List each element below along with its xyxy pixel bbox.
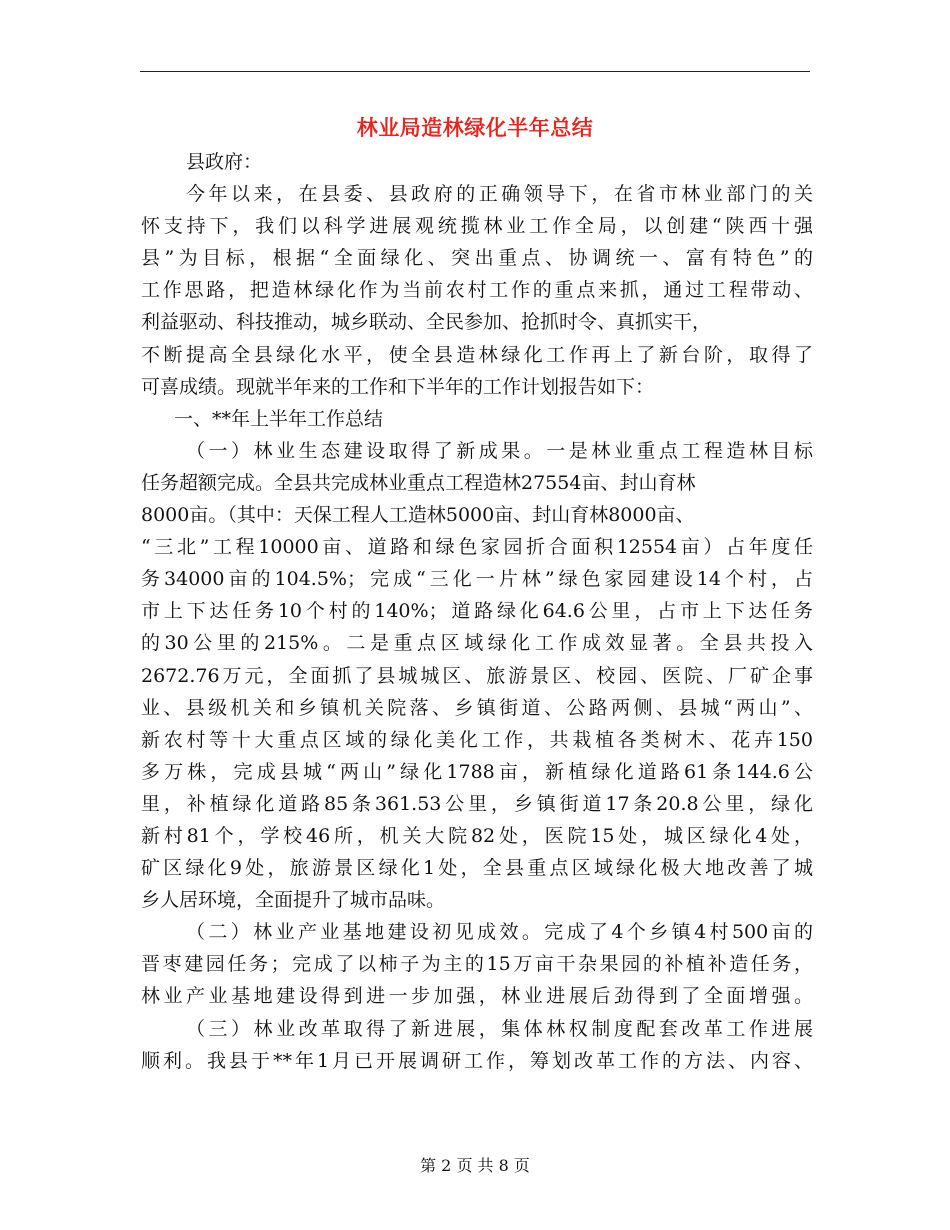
body-line: 新村81个，学校46所，机关大院82处，医院15处，城区绿化4处， [141, 824, 813, 847]
section-heading: 一、**年上半年工作总结 [174, 407, 384, 430]
body-line: 乡人居环境，全面提升了城市品味。 [141, 889, 446, 912]
body-line: 里，补植绿化道路85条361.53公里，乡镇街道17条20.8公里，绿化 [141, 792, 813, 815]
body-line: （二）林业产业基地建设初见成效。完成了4个乡镇4村500亩的 [186, 921, 813, 944]
body-line: 工作思路，把造林绿化作为当前农村工作的重点来抓，通过工程带动、 [141, 279, 813, 302]
body-line: 顺利。我县于**年1月已开展调研工作，筹划改革工作的方法、内容、 [141, 1049, 813, 1072]
body-line: （三）林业改革取得了新进展，集体林权制度配套改革工作进展 [186, 1017, 813, 1040]
document-body [141, 146, 813, 1077]
body-line: 县”为目标，根据“全面绿化、突出重点、协调统一、富有特色”的 [141, 247, 813, 270]
body-line: “三北”工程10000亩、道路和绿色家园折合面积12554亩）占年度任 [141, 536, 813, 559]
body-line: 8000亩。（其中：天保工程人工造林5000亩、封山育林8000亩、 [141, 504, 695, 527]
body-line: 多万株，完成县城“两山”绿化1788亩，新植绿化道路61条144.6公 [141, 760, 813, 783]
body-line: 2672.76万元，全面抓了县城城区、旅游景区、校园、医院、厂矿企事 [141, 664, 813, 687]
body-line: 新农村等十大重点区域的绿化美化工作，共栽植各类树木、花卉150 [141, 728, 813, 751]
header-rule [140, 71, 810, 72]
salutation: 县政府： [186, 151, 263, 173]
body-line: 晋枣建园任务；完成了以柿子为主的15万亩干杂果园的补植补造任务， [141, 953, 813, 976]
body-line: 不断提高全县绿化水平，使全县造林绿化工作再上了新台阶，取得了 [141, 343, 813, 366]
body-line: 林业产业基地建设得到进一步加强，林业进展后劲得到了全面增强。 [141, 985, 813, 1008]
body-line: 怀支持下，我们以科学进展观统揽林业工作全局，以创建“陕西十强 [141, 215, 813, 238]
body-line: 的30公里的215%。二是重点区域绿化工作成效显著。全县共投入 [141, 632, 813, 655]
page-number: 第 2 页 共 8 页 [420, 1156, 530, 1175]
body-line: 矿区绿化9处，旅游景区绿化1处，全县重点区域绿化极大地改善了城 [141, 857, 813, 880]
body-line: （一）林业生态建设取得了新成果。一是林业重点工程造林目标 [186, 439, 813, 462]
body-line: 可喜成绩。现就半年来的工作和下半年的工作计划报告如下： [141, 375, 655, 398]
body-line: 务34000亩的104.5%；完成“三化一片林”绿色家园建设14个村，占 [141, 568, 813, 591]
body-line: 今年以来，在县委、县政府的正确领导下，在省市林业部门的关 [186, 183, 813, 206]
body-line: 业、县级机关和乡镇机关院落、乡镇街道、公路两侧、县城“两山”、 [141, 696, 813, 719]
body-line: 任务超额完成。全县共完成林业重点工程造林27554亩、封山育林 [141, 471, 696, 494]
body-line: 利益驱动、科技推动，城乡联动、全民参加、抢抓时令、真抓实干， [141, 311, 712, 334]
body-line: 市上下达任务10个村的140%；道路绿化64.6公里，占市上下达任务 [141, 600, 813, 623]
document-title: 林业局造林绿化半年总结 [356, 116, 594, 140]
